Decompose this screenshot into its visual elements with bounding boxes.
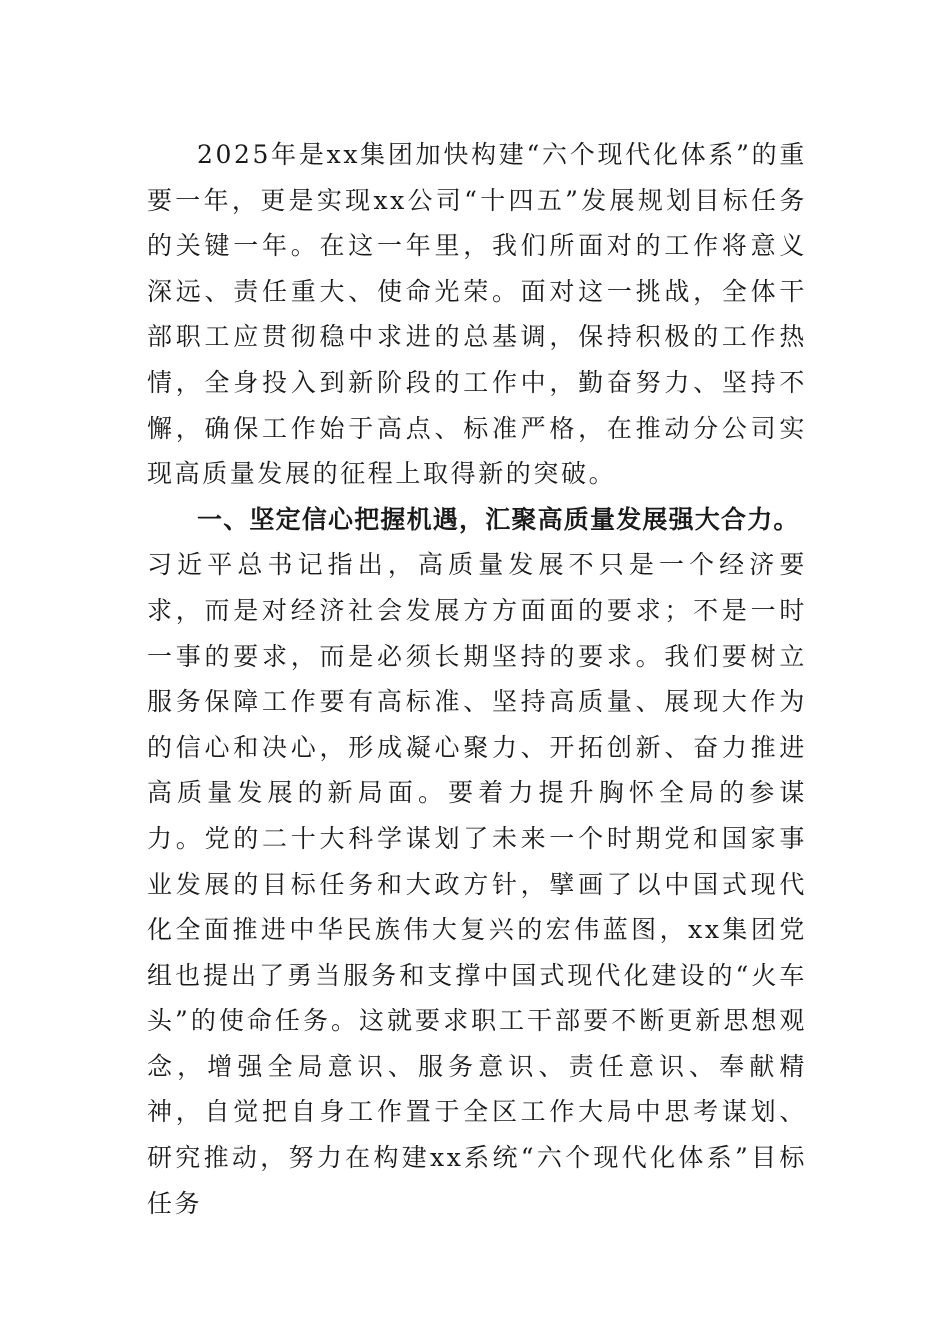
section-heading: 一、坚定信心把握机遇，汇聚高质量发展强大合力。	[197, 504, 800, 534]
body-paragraph: 习近平总书记指出，高质量发展不只是一个经济要求，而是对经济社会发展方方面面的要求；不是一时一事的要求，而是必须长期坚持的要求。我们要树立服务保障工作要有高标准、坚持高质量、展现大作为的信心和决心，形成凝心聚力、开拓创新、奋力推进高质量发展的新局面。要着力提升胸怀全局的参谋力。党的二十大科学谋划了未来一个时期党和国家事业发展的目标任务和大政方针，擘画了以中国式现代化全面推进中华民族伟大复兴的宏伟蓝图，xx集团党组也提出了勇当服务和支撑中国式现代化建设的“火车头”的使命任务。这就要求职工干部要不断更新思想观念，增强全局意识、服务意识、责任意识、奉献精神，自觉把自身工作置于全区工作大局中思考谋划、研究推动，努力在构建xx系统“六个现代化体系”目标任务	[147, 550, 807, 1218]
intro-paragraph: 2025年是xx集团加快构建“六个现代化体系”的重要一年，更是实现xx公司“十四五”发展规划目标任务的关键一年。在这一年里，我们所面对的工作将意义深远、责任重大、使命光荣。面对这一挑战，全体干部职工应贯彻稳中求进的总基调，保持积极的工作热情，全身投入到新阶段的工作中，勤奋努力、坚持不懈，确保工作始于高点、标准严格，在推动分公司实现高质量发展的征程上取得新的突破。	[147, 140, 807, 489]
document-body	[147, 132, 807, 1226]
